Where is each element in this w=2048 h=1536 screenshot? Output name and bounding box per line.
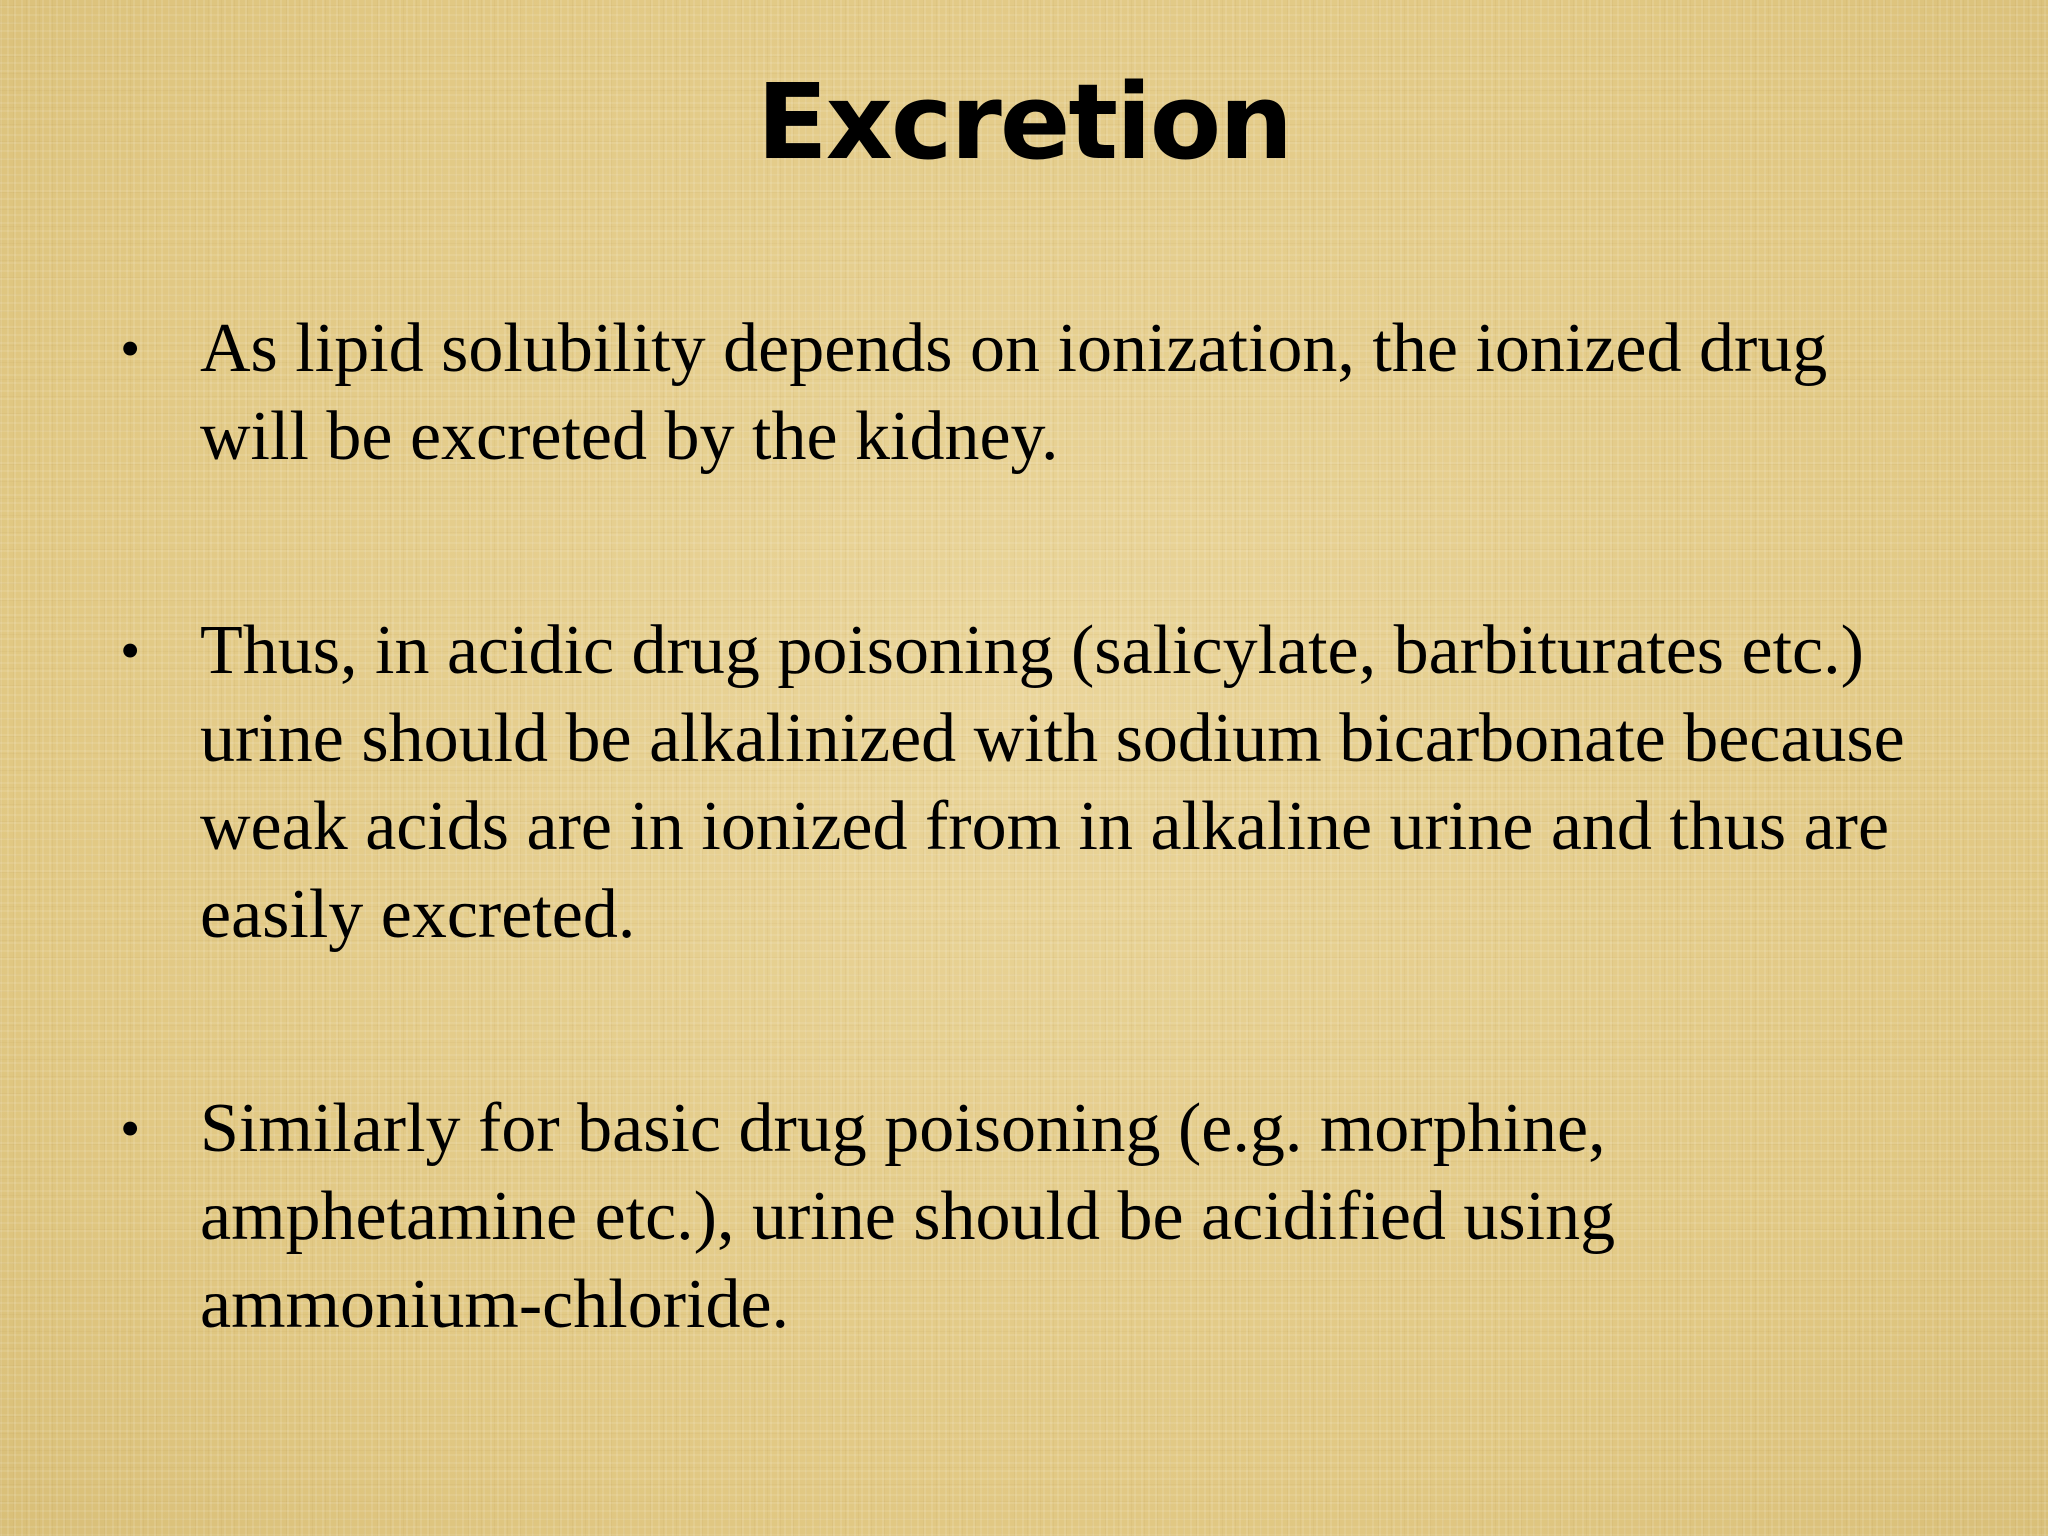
bullet-icon: • [120,1096,141,1161]
bullet-icon: • [120,316,141,381]
bullet-text: Similarly for basic drug poisoning (e.g. morphine, amphetamine etc.), urine should be acidified using ammonium-chloride. [200,1090,1616,1343]
bullet-icon: • [120,618,141,683]
bullet-item [120,607,1940,959]
bullet-item [120,305,1940,481]
bullet-text: Thus, in acidic drug poisoning (salicylate, barbiturates etc.) urine should be alkalinized with sodium bicarbonate because weak acids are in ionized from in alkaline urine and thus are easily excreted. [200,612,1905,953]
bullet-text: As lipid solubility depends on ionization, the ionized drug will be excreted by the kidney. [200,310,1828,475]
bullet-list [120,305,1940,1349]
bullet-item [120,1085,1940,1349]
slide-title: Excretion [756,61,1292,183]
